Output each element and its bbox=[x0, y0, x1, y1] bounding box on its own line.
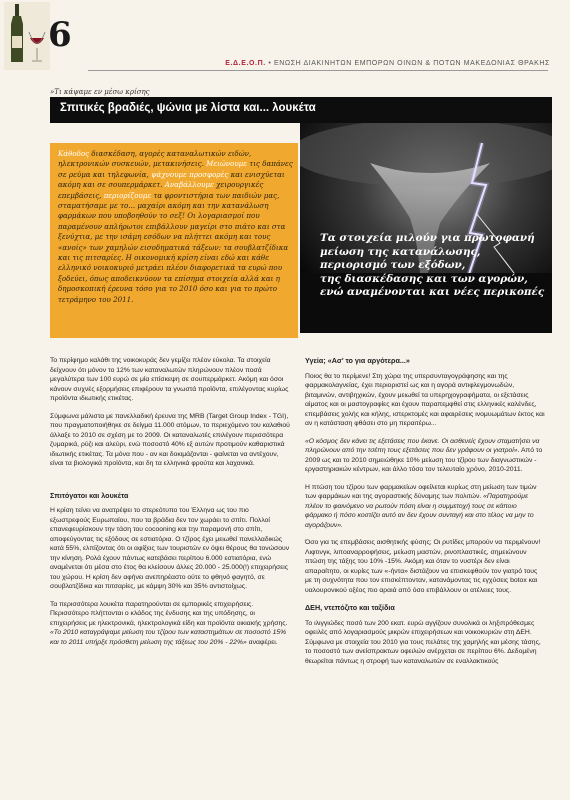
running-header bbox=[225, 60, 550, 67]
intro-box bbox=[50, 143, 298, 338]
intro-highlight-word: περιορίζουμε bbox=[103, 190, 152, 200]
caption-line: περιορισμό των εξόδων, bbox=[320, 259, 466, 271]
intro-highlight-word: Μειώνουμε bbox=[206, 159, 248, 169]
intro-highlight-word: Κάθοδος bbox=[58, 149, 90, 158]
intro-text-run: τα φροντιστήρια των παιδιών μας, σταματήσαμε με το... μαχαίρι ακόμη και την κατανάλωση φαρμάκων που υποβοηθούν το σεξ! Οι λογαριασμοί που παραμένουν απλήρωτοι επιβάλλουν μαγείρι στο πιάτο και στα ξενύχτια, με την ισάμη εσόδων να πλήττει ακόμη και τους «ανοίς» των χαμηλών εισοδηματικά τάξεων: τα σουβλατζίδικα και τις πιτσαρίες. bbox=[58, 190, 289, 263]
intro-text-run: τις δαπάνες σε ρεύμα και τηλεφωνία, bbox=[58, 159, 293, 179]
quote-text: «Το 2010 καταγράψαμε μείωση του τζίρου των καταστημάτων σε ποσοστό 15% και το 2011 υπήρξε πρόσθετη μείωση της τάξεως του 20% - 22%» bbox=[50, 629, 287, 646]
tornado-lightning-photo bbox=[300, 123, 552, 333]
section-label: »Τι κάψαμε εν μέσω κρίσης bbox=[50, 88, 150, 96]
intro-text-run: χειρουργικές επεμβάσεις, bbox=[58, 180, 264, 200]
photo-caption bbox=[320, 232, 550, 300]
right-column bbox=[305, 356, 545, 674]
quote-text: «Παρατηρούμε πλέον το φαινόμενο να ρωτούν πόση είναι η συμμετοχή τους σε κάποιο φάρμακο ή πόσο κοστίζει αυτό αν δεν έχουν συνταγή και στο τέλος να μην το αγοράζουν». bbox=[305, 493, 534, 529]
intro-highlight-word: ψάχνουμε προσφορές bbox=[150, 169, 229, 179]
body-paragraph: Το περίφημο καλάθι της νοικοκυράς δεν γεμίζει πλέον εύκολα. Τα στοιχεία δείχνουν ότι μόνον το 12% των καταναλωτών πληρώνουν πλέον ποσά μεγαλύτερα των 100 ευρώ σε μία επίσκεψη σε σουπερμάρκετ. Ακόμη και όσοι κάνουν συχνές εξορμήσεις επιφέρουν τα γνωστά προϊόντα, επιλέγοντας κυρίως προϊόντα ιδιωτικής ετικέτας. bbox=[50, 357, 289, 402]
caption-line: ενώ αναμένονται και νέες περικοπές bbox=[320, 286, 545, 298]
header-brand: Ε.Δ.Ε.Ο.Π. bbox=[225, 60, 266, 67]
body-paragraph bbox=[305, 483, 545, 531]
intro-text-run: διασκέδαση, αγορές καταναλωτικών ειδών, ηλεκτρονικών συσκευών, μετακινήσεις. bbox=[58, 149, 252, 169]
page-number: 6 bbox=[48, 15, 72, 55]
intro-text-run: Η οικονομική κρίση είναι εδώ και κάθε ελληνικό νοικοκυριό μετράει πλέον διαφορετικά τα ευρώ που ξοδεύει, όπως αποδεικνύουν τα επίσημα στοιχεία αλλά και η δημοσκοπική έρευνα τόσο για το 2010 όσο και για το πρώτο τετράμηνο του 2011. bbox=[58, 253, 283, 304]
caption-line: της διασκέδασης και των αγορών, bbox=[320, 272, 528, 285]
body-paragraph: Το ιλιγγιώδες ποσό των 200 εκατ. ευρώ αγγίζουν συνολικά οι ληξιπρόθεσμες οφειλές από λογαριασμούς μικρών επιχειρήσεων και νοικοκυριών στη ΔΕΗ. Σύμφωνα με στοιχεία του 2010 για τους πελάτες της χαμηλής και μέσης τάσης, το ποσοστό των ανείσπρακτων οφειλών ανέρχεται σε περίπου 6%. Δεδομένη θεωρείται πάντως η στροφή των καταναλωτών σε εναλλακτικούς bbox=[305, 619, 541, 665]
body-paragraph: Όσο για τις επεμβάσεις αισθητικής φύσης; Οι ρυτίδες μπορούν να περιμένουν! Λιφτινγκ, λιποαναρροφήσεις, μείωση μαστών, ρινοπλαστικές, σημειώνουν πτώση της τάξης του 10% -15%. Ακόμη και όταν το νυστέρι δεν είναι απαραίτητο, οι κυρίες των «-ήντα» διστάζουν να επισκεφθούν τον γιατρό τους με τη συχνότητα που τον επισκέπτονταν, κατανάμοντας τις εγχύσεις botox και υαλουρονικού οξέος πιο αραιά από όσο επιβάλλουν οι ατέλειες τους. bbox=[305, 539, 541, 594]
quote-text: «Ο κόσμος δεν κάνει τις εξετάσεις που έκανε. Οι ασθενείς έχουν σταματήσει να πληρώνουν από την τσέπη τους εξετάσεις που δεν γράφουν οι γιατροί». bbox=[305, 437, 540, 454]
body-paragraph: Ποιος θα το περίμενε! Στη χώρα της υπερσυνταγογράφησης και της φαρμακολαγνείας, έχει περιοριστεί ως και η αγορά αντιφλεγμονωδών, βιταμινών, αντιβηχικών, έχουν μειωθεί τα υπερηχογραφήματα, οι εξετάσεις αίματος και οι μαστογραφίες και έχουν παραπεμφθεί στις ελληνικές καλένδες, επεμβάσεις χολής και κήλης, ιστερκτομές και αφαιρέσεις ινομυωμάτων έκτος και αν η κατάσταση φθάσει στο μη περαιτέρω... bbox=[305, 372, 545, 427]
body-paragraph: Η κρίση τείνει να ανατρέψει το στερεότυπο του Έλληνα ως του πιο εξωστρεφούς Ευρωπαίου, που τα βράδια δεν τον χωράει το σπίτι. Πολλοί επανεφευρίσκουν την τάση του cocooning και την παραμονή στο σπίτι, αποφεύγοντας τις εξόδους σε εστιατόρια. Ο τζίρος έχει μειωθεί πανελλαδικώς κατά 55%, ελπίζοντας ότι οι αφίξεις των τουριστών εν όψει θέρους θα τονώσουν την κίνηση. Ρολά έχουν πάντως κατεβάσει περίπου 6.000 εστιατόρια, ενώ αναμένεται ότι μέσα στο έτος θα κλείσουν άλλες 20.000 - 25.000(!) επιχειρήσεις του χώρου. Η κρίση δεν αφήνει ανεπηρέαστο ούτε το φθηνό φαγητό, σε σουβλατζίδικα και πιτσαρίες, με κάμψη 30% και 35% αντιστοίχως. bbox=[50, 507, 290, 590]
intro-text-run: και ενισχύεται ακόμη και σε σουπερμάρκετ. bbox=[58, 169, 285, 190]
body-text: αναφέρει. bbox=[246, 638, 278, 646]
body-paragraph: Σύμφωνα μάλιστα με πανελλαδική έρευνα της MRB (Target Group Index - TGI), που πραγματοποιήθηκε σε δείγμα 11.000 ατόμων, το περιεχόμενο του καλαθιού άλλαξε το 2010 σε σχέση με το 2009. Οι καταναλωτές επιλέγουν περισσότερα ζυμαρικά, ρύζι και αλεύρι, ενώ ποσοστό 40% εξ αυτών προτιμούν καθαριστικά ιδιωτικής ετικέτας. Τα μόνα που - αν και δοκιμάζονται - φαίνεται να αντέχουν, είναι τα βιολογικά προϊόντα, και δη τα ελληνικά φρούτα και λαχανικά. bbox=[50, 412, 290, 467]
article-title-bar bbox=[50, 97, 552, 123]
article-title: Σπιτικές βραδιές, ψώνια με λίστα και... λουκέτα bbox=[60, 102, 316, 114]
left-column bbox=[50, 356, 290, 655]
body-paragraph bbox=[305, 437, 545, 475]
subheading: ΔΕΗ, ντεπόζιτο και ταξίδια bbox=[305, 603, 395, 612]
subheading: Υγεία; «Ασ' το για αργότερα...» bbox=[305, 356, 410, 365]
intro-highlight-word: Αναβάλλουμε bbox=[164, 180, 214, 190]
body-text: Τα περισσότερα λουκέτα παρατηρούνται σε εμπορικές επιχειρήσεις. Περισσότερο πλήττονται ο κλάδος της ένδυσης και της υπόδησης, οι επιχειρήσεις με ηλεκτρονικά, ηλεκτρολογικά είδη και προϊόντα οικιακής χρήσης. bbox=[50, 600, 288, 627]
subheading: Σπιτόγατοι και λουκέτα bbox=[50, 490, 129, 500]
caption-line: μείωση της κατανάλωσης, bbox=[320, 245, 481, 258]
body-paragraph bbox=[50, 600, 290, 648]
caption-line: Τα στοιχεία μιλούν για πρωτοφανή bbox=[320, 232, 535, 244]
header-rule bbox=[88, 70, 548, 71]
wine-bottle-and-glass-icon bbox=[4, 2, 50, 70]
body-text: Από το 2009 ως και το 2010 σημειώθηκε 10% μείωση του τζίρου των διαγνωστικών - εργαστηριακών κέντρων, και άλλο τόσο τον τελευταίο χρόνο, 2010-2011. bbox=[305, 447, 543, 473]
intro-text bbox=[58, 149, 298, 305]
header-org-name: ΕΝΩΣΗ ΔΙΑΚΙΝΗΤΩΝ ΕΜΠΟΡΩΝ ΟΙΝΩΝ & ΠΟΤΩΝ ΜΑΚΕΔΟΝΙΑΣ ΘΡΑΚΗΣ bbox=[273, 60, 550, 67]
header-separator: • bbox=[268, 60, 272, 67]
body-text: Η πτώση του τζίρου των φαρμακείων οφείλεται κυρίως στη μείωση των τιμών των φαρμάκων και της αγοραστικής δύναμης των πολιτών. bbox=[305, 483, 537, 500]
